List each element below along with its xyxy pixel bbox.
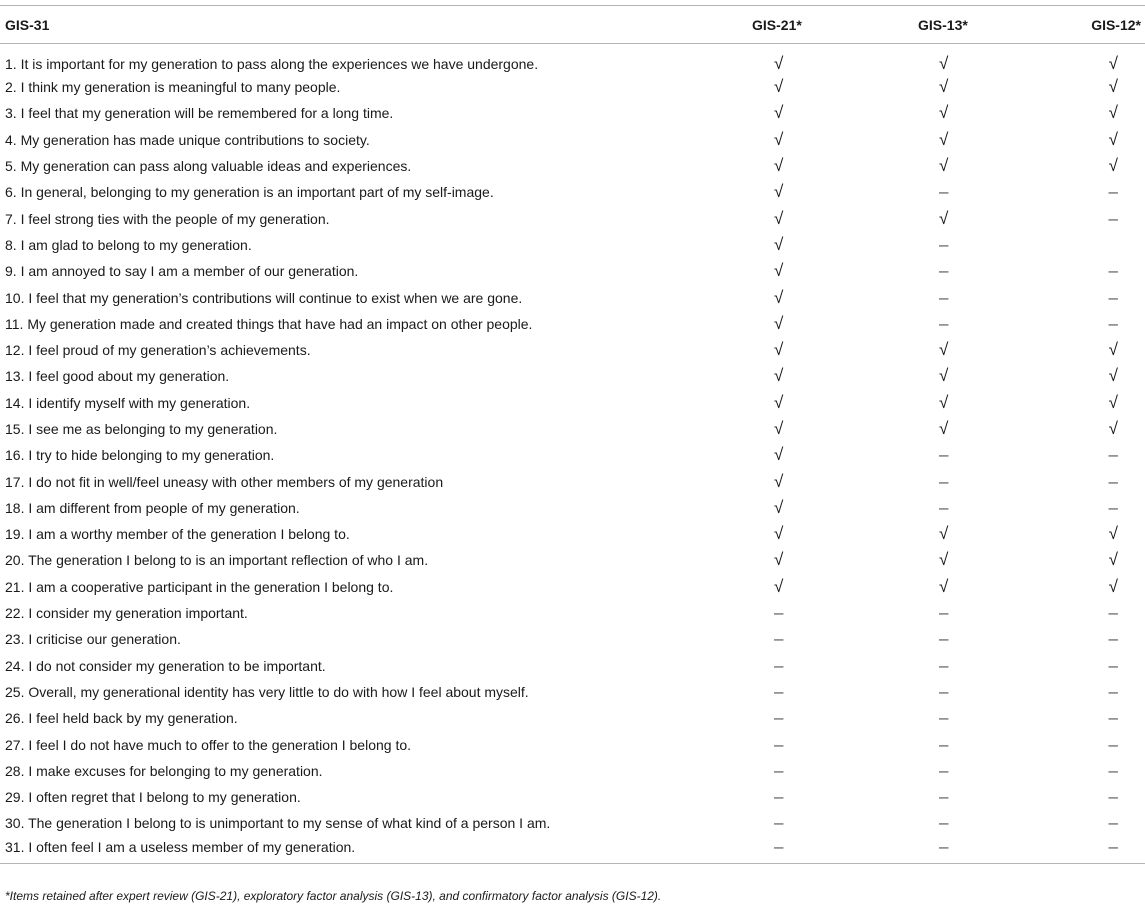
gis-12-mark: – bbox=[1108, 261, 1118, 281]
gis-13-mark: – bbox=[939, 603, 949, 623]
item-text: 8. I am glad to belong to my generation. bbox=[5, 236, 252, 253]
gis-21-mark: – bbox=[774, 734, 784, 754]
header-gis-21: GIS-21* bbox=[712, 6, 862, 44]
item-text: 6. In general, belonging to my generation is an important part of my self-image. bbox=[5, 184, 494, 201]
item-text: 3. I feel that my generation will be remembered for a long time. bbox=[5, 105, 394, 122]
gis-21-mark: √ bbox=[774, 524, 784, 544]
gis-13-mark: – bbox=[939, 681, 949, 701]
gis-13-mark: √ bbox=[939, 340, 949, 360]
gis-12-mark: – bbox=[1108, 287, 1118, 307]
header-gis-31: GIS-31 bbox=[0, 6, 712, 44]
item-text: 1. It is important for my generation to pass along the experiences we have undergone. bbox=[5, 56, 539, 72]
item-text: 11. My generation made and created things that have had an impact on other people. bbox=[5, 315, 533, 332]
gis-12-mark: – bbox=[1027, 837, 1145, 864]
table-row bbox=[0, 547, 1145, 573]
gis-21-mark: √ bbox=[774, 366, 784, 386]
gis-21-mark: √ bbox=[774, 103, 784, 123]
gis-12-mark: – bbox=[1108, 787, 1118, 807]
table-row bbox=[0, 521, 1145, 547]
gis-12-mark: √ bbox=[1108, 366, 1118, 386]
header-gis-12: GIS-12* bbox=[1027, 6, 1145, 44]
gis-21-mark: – bbox=[774, 629, 784, 649]
item-text: 10. I feel that my generation’s contributions will continue to exist when we are gone. bbox=[5, 289, 523, 306]
gis-13-mark: √ bbox=[939, 392, 949, 412]
table-row bbox=[0, 205, 1145, 231]
table-header bbox=[0, 6, 1145, 44]
gis-13-mark: √ bbox=[939, 129, 949, 149]
table-row bbox=[0, 495, 1145, 521]
gis-21-mark: √ bbox=[774, 550, 784, 570]
gis-12-mark bbox=[1027, 232, 1145, 258]
gis-21-mark: √ bbox=[774, 182, 784, 202]
table-row bbox=[0, 758, 1145, 784]
gis-12-mark: √ bbox=[1108, 156, 1118, 176]
gis-21-mark: – bbox=[774, 655, 784, 675]
gis-21-mark: √ bbox=[774, 471, 784, 491]
gis-13-mark: – bbox=[939, 813, 949, 833]
gis-12-mark: – bbox=[1108, 813, 1118, 833]
gis-12-mark: – bbox=[1108, 313, 1118, 333]
gis-13-mark: – bbox=[939, 313, 949, 333]
table-row bbox=[0, 679, 1145, 705]
gis-13-mark: – bbox=[939, 787, 949, 807]
gis-12-mark: – bbox=[1108, 655, 1118, 675]
gis-12-mark: – bbox=[1108, 603, 1118, 623]
gis-12-mark: √ bbox=[1108, 550, 1118, 570]
gis-21-mark: – bbox=[774, 813, 784, 833]
table-row bbox=[0, 232, 1145, 258]
gis-13-mark: – bbox=[939, 234, 949, 254]
gis-12-mark: √ bbox=[1108, 103, 1118, 123]
item-text: 13. I feel good about my generation. bbox=[5, 368, 230, 385]
gis-21-mark: – bbox=[774, 681, 784, 701]
table-row bbox=[0, 337, 1145, 363]
table-row bbox=[0, 284, 1145, 310]
gis-13-mark: – bbox=[939, 445, 949, 465]
gis-13-mark: – bbox=[939, 708, 949, 728]
gis-21-mark: – bbox=[774, 603, 784, 623]
gis-21-mark: √ bbox=[774, 234, 784, 254]
gis-12-mark: – bbox=[1108, 445, 1118, 465]
item-text: 25. Overall, my generational identity has very little to do with how I feel about myself. bbox=[5, 683, 529, 700]
gis-21-mark: √ bbox=[774, 261, 784, 281]
gis-13-mark: – bbox=[939, 497, 949, 517]
item-text: 15. I see me as belonging to my generation. bbox=[5, 421, 278, 437]
gis-13-mark: √ bbox=[939, 366, 949, 386]
item-text: 29. I often regret that I belong to my generation. bbox=[5, 789, 301, 806]
item-text: 7. I feel strong ties with the people of my generation. bbox=[5, 210, 330, 227]
gis-13-mark: √ bbox=[939, 156, 949, 176]
gis-21-mark: √ bbox=[774, 392, 784, 412]
table-row bbox=[0, 127, 1145, 153]
gis-12-mark: √ bbox=[1108, 54, 1118, 73]
table-row bbox=[0, 44, 1145, 75]
table-row bbox=[0, 311, 1145, 337]
table-row bbox=[0, 600, 1145, 626]
gis-21-mark: √ bbox=[774, 156, 784, 176]
gis-12-mark: √ bbox=[1108, 129, 1118, 149]
gis-12-mark: – bbox=[1108, 182, 1118, 202]
item-text: 4. My generation has made unique contributions to society. bbox=[5, 131, 370, 148]
gis-13-mark: – bbox=[939, 261, 949, 281]
gis-13-mark: – bbox=[939, 471, 949, 491]
gis-21-mark: √ bbox=[774, 497, 784, 517]
gis-12-mark: – bbox=[1108, 629, 1118, 649]
gis-13-mark: √ bbox=[939, 576, 949, 596]
gis-13-mark: – bbox=[939, 629, 949, 649]
gis-13-mark: – bbox=[939, 655, 949, 675]
item-text: 27. I feel I do not have much to offer to the generation I belong to. bbox=[5, 736, 412, 753]
gis-21-mark: √ bbox=[774, 419, 784, 438]
table-row bbox=[0, 153, 1145, 179]
table-row bbox=[0, 653, 1145, 679]
item-text: 2. I think my generation is meaningful to many people. bbox=[5, 79, 341, 96]
table-row bbox=[0, 442, 1145, 468]
gis-12-mark: √ bbox=[1108, 576, 1118, 596]
gis-21-mark: √ bbox=[774, 287, 784, 307]
item-text: 28. I make excuses for belonging to my generation. bbox=[5, 762, 323, 779]
gis-13-mark: √ bbox=[939, 550, 949, 570]
gis-12-mark: √ bbox=[1108, 340, 1118, 360]
gis-12-mark: – bbox=[1108, 708, 1118, 728]
item-text: 16. I try to hide belonging to my generation. bbox=[5, 447, 275, 464]
item-text: 22. I consider my generation important. bbox=[5, 605, 248, 622]
gis-13-mark: √ bbox=[939, 208, 949, 228]
item-text: 12. I feel proud of my generation’s achievements. bbox=[5, 342, 311, 359]
gis-21-mark: – bbox=[774, 760, 784, 780]
gis-12-mark: – bbox=[1108, 681, 1118, 701]
gis-12-mark: – bbox=[1108, 497, 1118, 517]
gis-12-mark: √ bbox=[1108, 77, 1118, 97]
gis-items-table bbox=[0, 5, 1145, 864]
table-row bbox=[0, 74, 1145, 100]
item-text: 20. The generation I belong to is an important reflection of who I am. bbox=[5, 552, 429, 569]
gis-21-mark: – bbox=[712, 837, 862, 864]
item-text: 30. The generation I belong to is unimportant to my sense of what kind of a person I am. bbox=[5, 815, 551, 832]
gis-13-mark: √ bbox=[939, 524, 949, 544]
item-text: 31. I often feel I am a useless member of my generation. bbox=[0, 837, 712, 864]
item-text: 5. My generation can pass along valuable ideas and experiences. bbox=[5, 158, 412, 175]
table-row bbox=[0, 784, 1145, 810]
gis-21-mark: √ bbox=[774, 340, 784, 360]
gis-13-mark: – bbox=[939, 734, 949, 754]
item-text: 23. I criticise our generation. bbox=[5, 631, 181, 648]
table-row bbox=[0, 574, 1145, 600]
table-row bbox=[0, 100, 1145, 126]
item-text: 19. I am a worthy member of the generation I belong to. bbox=[5, 526, 350, 543]
gis-12-mark: – bbox=[1108, 760, 1118, 780]
item-text: 18. I am different from people of my generation. bbox=[5, 499, 300, 516]
gis-12-mark: √ bbox=[1108, 392, 1118, 412]
table-row bbox=[0, 810, 1145, 836]
table-footnote: *Items retained after expert review (GIS-21), exploratory factor analysis (GIS-13), and confirmatory factor analysis (GIS-12). bbox=[5, 889, 662, 903]
table-body bbox=[0, 44, 1145, 864]
item-text: 17. I do not fit in well/feel uneasy with other members of my generation bbox=[5, 473, 444, 490]
table-row bbox=[0, 390, 1145, 416]
gis-12-mark: – bbox=[1108, 471, 1118, 491]
gis-13-mark: – bbox=[939, 182, 949, 202]
gis-13-mark: √ bbox=[939, 419, 949, 438]
item-text: 24. I do not consider my generation to be important. bbox=[5, 657, 326, 674]
table-row bbox=[0, 837, 1145, 864]
gis-21-mark: √ bbox=[774, 54, 784, 73]
table-row bbox=[0, 416, 1145, 442]
table-row bbox=[0, 468, 1145, 494]
gis-21-mark: – bbox=[774, 787, 784, 807]
gis-12-mark: – bbox=[1108, 208, 1118, 228]
item-text: 26. I feel held back by my generation. bbox=[5, 710, 238, 727]
gis-13-mark: √ bbox=[939, 77, 949, 97]
gis-13-mark: √ bbox=[939, 54, 949, 73]
gis-13-mark: – bbox=[939, 287, 949, 307]
header-row bbox=[0, 6, 1145, 44]
gis-12-mark: √ bbox=[1108, 524, 1118, 544]
gis-13-mark: – bbox=[939, 760, 949, 780]
table-row bbox=[0, 705, 1145, 731]
gis-21-mark: √ bbox=[774, 445, 784, 465]
item-text: 9. I am annoyed to say I am a member of our generation. bbox=[5, 263, 359, 280]
table-row bbox=[0, 363, 1145, 389]
gis-21-mark: √ bbox=[774, 313, 784, 333]
table-row bbox=[0, 626, 1145, 652]
gis-21-mark: √ bbox=[774, 77, 784, 97]
header-gis-13: GIS-13* bbox=[862, 6, 1027, 44]
item-text: 21. I am a cooperative participant in the generation I belong to. bbox=[5, 578, 394, 595]
gis-12-mark: √ bbox=[1108, 419, 1118, 438]
gis-21-mark: √ bbox=[774, 129, 784, 149]
gis-21-mark: √ bbox=[774, 576, 784, 596]
gis-13-mark: √ bbox=[939, 103, 949, 123]
gis-21-mark: – bbox=[774, 708, 784, 728]
table-row bbox=[0, 731, 1145, 757]
table-row bbox=[0, 179, 1145, 205]
item-text: 14. I identify myself with my generation. bbox=[5, 394, 251, 411]
gis-21-mark: √ bbox=[774, 208, 784, 228]
table-row bbox=[0, 258, 1145, 284]
gis-12-mark: – bbox=[1108, 734, 1118, 754]
gis-13-mark: – bbox=[862, 837, 1027, 864]
